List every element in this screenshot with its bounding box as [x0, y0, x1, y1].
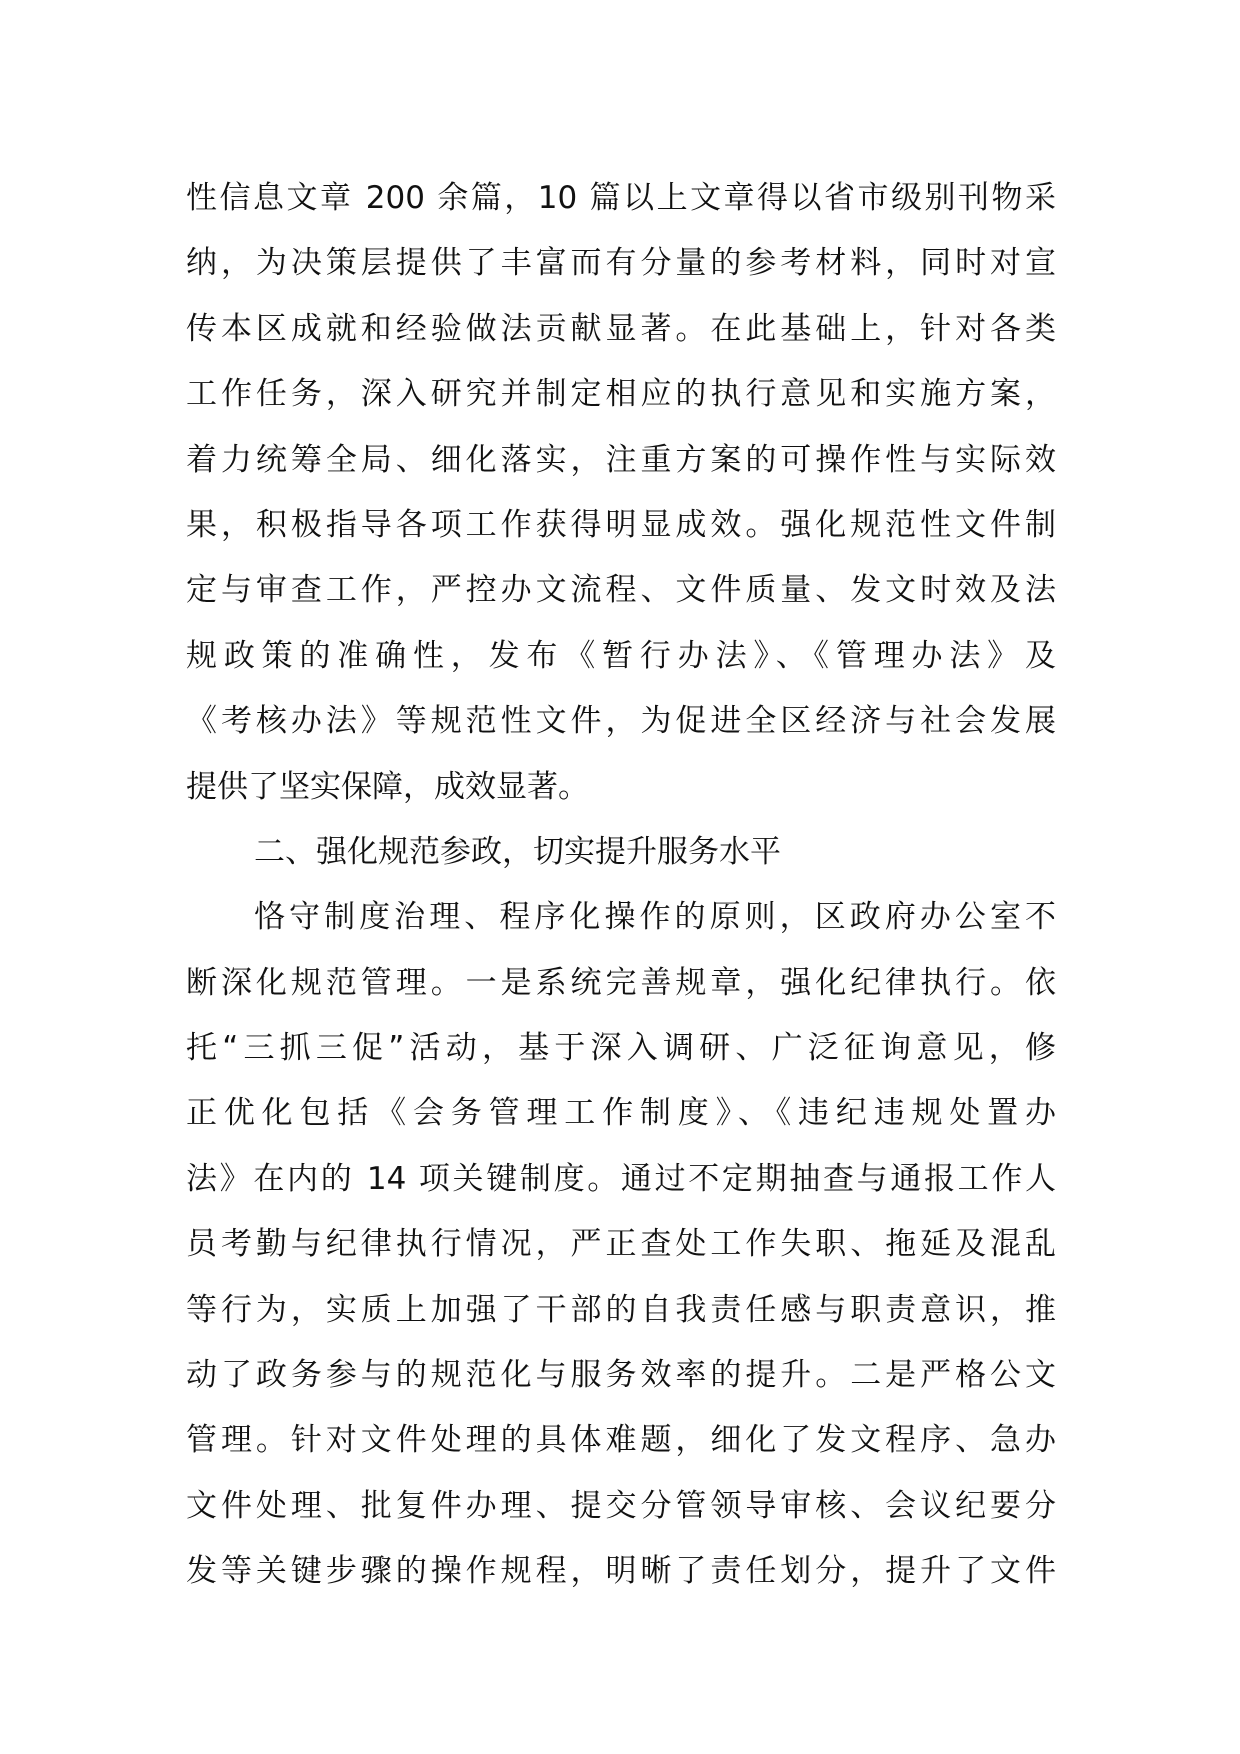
- text-line-17: 员考勤与纪律执行情况，严正查处工作失职、拖延及混乱: [186, 1226, 1056, 1263]
- text-line-16: 法》在内的 14 项关键制度。通过不定期抽查与通报工作人: [186, 1160, 1056, 1197]
- text-line-1: 性信息文章 200 余篇，10 篇以上文章得以省市级别刊物采: [186, 180, 1056, 216]
- text-line-12: 恪守制度治理、程序化操作的原则，区政府办公室不: [254, 899, 1056, 936]
- body-text: [186, 166, 1056, 1605]
- text-line-18: 等行为，实质上加强了干部的自我责任感与职责意识，推: [186, 1291, 1056, 1328]
- text-line-2: 纳，为决策层提供了丰富而有分量的参考材料，同时对宣: [186, 245, 1056, 282]
- text-line-10: 提供了坚实保障，成效显著。: [186, 768, 589, 805]
- text-line-8: 规政策的准确性，发布《暂行办法》、《管理办法》及: [186, 637, 1056, 674]
- text-line-21: 文件处理、批复件办理、提交分管领导审核、会议纪要分: [186, 1487, 1056, 1524]
- section-heading: 二、强化规范参政，切实提升服务水平: [254, 833, 781, 870]
- text-line-6: 果，积极指导各项工作获得明显成效。强化规范性文件制: [186, 506, 1056, 543]
- text-line-7: 定与审查工作，严控办文流程、文件质量、发文时效及法: [186, 572, 1056, 609]
- text-line-22: 发等关键步骤的操作规程，明晰了责任划分，提升了文件: [186, 1553, 1056, 1590]
- text-line-15: 正优化包括《会务管理工作制度》、《违纪违规处置办: [186, 1095, 1056, 1132]
- text-line-14: 托“三抓三促”活动，基于深入调研、广泛征询意见，修: [186, 1030, 1056, 1067]
- text-line-3: 传本区成就和经验做法贡献显著。在此基础上，针对各类: [186, 310, 1056, 347]
- text-line-13: 断深化规范管理。一是系统完善规章，强化纪律执行。依: [186, 964, 1056, 1001]
- text-line-9: 《考核办法》等规范性文件，为促进全区经济与社会发展: [186, 703, 1056, 740]
- text-line-4: 工作任务，深入研究并制定相应的执行意见和实施方案，: [186, 376, 1056, 413]
- text-line-20: 管理。针对文件处理的具体难题，细化了发文程序、急办: [186, 1422, 1056, 1459]
- text-line-5: 着力统筹全局、细化落实，注重方案的可操作性与实际效: [186, 441, 1056, 478]
- text-line-19: 动了政务参与的规范化与服务效率的提升。二是严格公文: [186, 1357, 1056, 1394]
